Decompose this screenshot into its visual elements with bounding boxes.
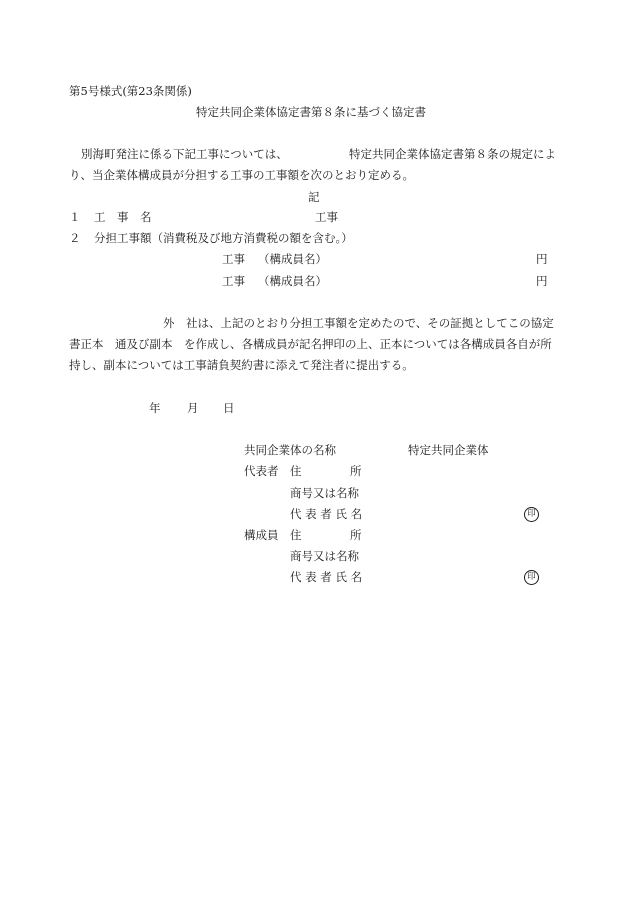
member-person-label: 代 表 者 氏 名	[290, 570, 363, 584]
date-year: 年	[149, 401, 161, 415]
closing-line1: 外 社は、上記のとおり分担工事額を定めたので、その証拠としてこの協定	[163, 316, 554, 330]
ki-heading: 記	[308, 190, 320, 204]
representative-role: 代表者	[244, 464, 279, 478]
preamble-line2: り、当企業体構成員が分担する工事の工事額を次のとおり定める。	[69, 168, 414, 182]
item2-row2-work: 工事	[222, 274, 245, 288]
member-address-label-a: 住	[290, 528, 302, 542]
representative-address-label-b: 所	[350, 464, 362, 478]
preamble-line1-b: 特定共同企業体協定書第８条の規定によ	[349, 147, 556, 161]
date-day: 日	[223, 401, 235, 415]
item2-row1-work: 工事	[222, 252, 245, 266]
jv-name-value: 特定共同企業体	[408, 443, 489, 457]
member-seal-icon: 印	[524, 570, 539, 585]
item1-value: 工事	[315, 210, 338, 224]
item2-row1-unit: 円	[536, 252, 548, 266]
closing-line2: 書正本 通及び副本 を作成し、各構成員が記名押印の上、正本については各構成員各自が所	[69, 337, 552, 351]
representative-person-label: 代 表 者 氏 名	[290, 507, 363, 521]
item2-row2-member: （構成員名）	[258, 274, 327, 288]
member-role: 構成員	[244, 528, 279, 542]
item2-row2-unit: 円	[536, 274, 548, 288]
form-number: 第5号様式(第23条関係)	[69, 84, 192, 98]
item1-number: １	[69, 210, 81, 224]
member-trade-name-label: 商号又は名称	[290, 549, 359, 563]
representative-seal-icon: 印	[524, 507, 539, 522]
closing-line3: 持し、副本については工事請負契約書に添えて発注者に提出する。	[69, 358, 414, 372]
representative-trade-name-label: 商号又は名称	[290, 486, 359, 500]
representative-address-label-a: 住	[290, 464, 302, 478]
preamble-line1-a: 別海町発注に係る下記工事については、	[81, 147, 288, 161]
item2-number: ２	[69, 231, 81, 245]
member-address-label-b: 所	[350, 528, 362, 542]
jv-name-label: 共同企業体の名称	[244, 443, 336, 457]
item2-label: 分担工事額（消費税及び地方消費税の額を含む。）	[94, 231, 353, 245]
date-month: 月	[187, 401, 199, 415]
item1-label: 工 事 名	[94, 210, 152, 224]
item2-row1-member: （構成員名）	[258, 252, 327, 266]
document-title: 特定共同企業体協定書第８条に基づく協定書	[196, 105, 426, 119]
